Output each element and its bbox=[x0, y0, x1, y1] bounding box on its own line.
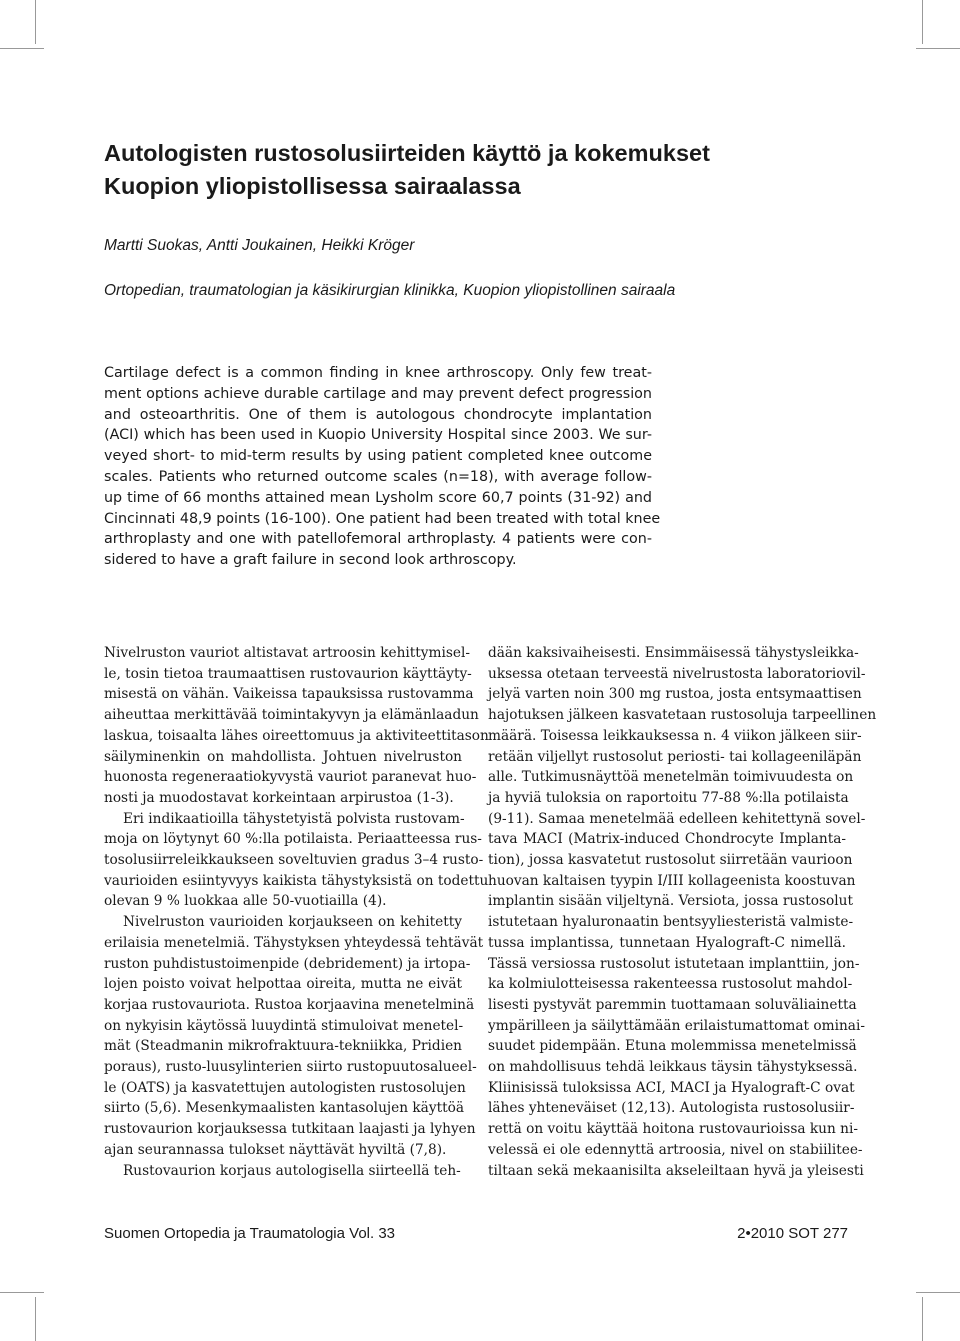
text-line: ruston puhdistustoimenpide (debridement) ja irtopa- bbox=[104, 955, 471, 972]
text-line: olevan 9 % luokkaa alle 50-vuotiailla (4). bbox=[104, 893, 387, 910]
text-line: dään kaksivaiheisesti. Ensimmäisessä tähystysleikka- bbox=[488, 645, 859, 661]
crop-mark bbox=[916, 48, 960, 49]
text-line: rustovaurion korjauksessa tutkitaan laajasti ja lyhyen bbox=[104, 1121, 476, 1138]
title-line: Autologisten rustosolusiirteiden käyttö ja kokemukset bbox=[104, 140, 710, 166]
text-line: misestä on vähän. Vaikeissa tapauksissa rustovamma bbox=[104, 686, 474, 703]
text-line: on nykyisin käytössä luuydintä stimuloivat menetel- bbox=[104, 1017, 464, 1034]
crop-mark bbox=[922, 1297, 923, 1341]
text-line: up time of 66 months attained mean Lysholm score 60,7 points (31-92) and bbox=[104, 489, 652, 506]
body-column-left bbox=[104, 643, 489, 1181]
text-line: arthroplasty and one with patellofemoral arthroplasty. 4 patients were con- bbox=[104, 531, 652, 548]
text-line: ja hyviä tuloksia on raportoitu 77-88 %:lla potilaista bbox=[488, 789, 849, 806]
text-line: scales. Patients who returned outcome scales (n=18), with average follow- bbox=[104, 468, 652, 485]
text-line: määrä. Toisessa leikkauksessa n. 4 viikon jälkeen siir- bbox=[488, 727, 862, 744]
text-line: tiltaan sekä mekaanisilta akseleiltaan hyvä ja yleisesti bbox=[488, 1162, 864, 1179]
text-line: poraus), rusto-luusylinterien siirto rustopuutosalueel- bbox=[104, 1059, 477, 1076]
text-line: sidered to have a graft failure in second look arthroscopy. bbox=[104, 552, 517, 569]
text-line: veyed short- to mid-term results by using patient completed knee outcome bbox=[104, 448, 652, 465]
text-line: Nivelruston vaurioiden korjaukseen on kehitetty bbox=[123, 914, 462, 931]
text-line: suudet pidempään. Etuna molemmissa menetelmissä bbox=[488, 1038, 857, 1055]
text-line: ympärilleen ja säilyttämään erilaistumattomat ominai- bbox=[488, 1017, 865, 1034]
text-line: jelyä varten noin 300 mg rustoa, josta entsymaattisen bbox=[488, 686, 862, 703]
footer-page-info: 2•2010 SOT 277 bbox=[737, 1225, 848, 1242]
text-line: lisesti pystyvät paremmin tuottamaan soluväliainetta bbox=[488, 996, 857, 1013]
text-line: lähes yhteneväiset (12,13). Autologista rustosolusiir- bbox=[488, 1100, 855, 1117]
text-line: tussa implantissa, tunnetaan Hyalograft-C nimellä. bbox=[488, 934, 846, 951]
crop-mark bbox=[916, 1292, 960, 1293]
text-line: Tässä versiossa rustosolut istutetaan implanttiin, jon- bbox=[488, 955, 860, 972]
text-line: uksessa otetaan terveestä nivelrustosta laboratoriovil- bbox=[488, 665, 866, 682]
crop-mark bbox=[35, 0, 36, 44]
text-line: on mahdollisuus tehdä leikkaus täysin tähystyksessä. bbox=[488, 1059, 858, 1076]
text-line: ment options achieve durable cartilage and may prevent defect progression bbox=[104, 385, 652, 402]
text-line: tosolusiirreleikkaukseen soveltuvien gradus 3–4 rusto- bbox=[104, 852, 484, 869]
text-line: lojen poisto voivat helpottaa oireita, mutta ne eivät bbox=[104, 976, 462, 993]
text-line: retään viljellyt rustosolut periosti- tai kollageeniläpän bbox=[488, 748, 862, 765]
text-line: velessä ei ole edennyttä artroosia, nivel on stabiilitee- bbox=[488, 1141, 863, 1158]
affiliation: Ortopedian, traumatologian ja käsikirurgian klinikka, Kuopion yliopistollinen sairaala bbox=[104, 282, 676, 299]
text-line: (9-11). Samaa menetelmää edelleen kehitettynä sovel- bbox=[488, 810, 866, 827]
text-line: Cartilage defect is a common finding in knee arthroscopy. Only few treat- bbox=[104, 365, 652, 381]
text-line: istutetaan hyaluronaatin bentsyyliesteristä valmiste- bbox=[488, 914, 854, 931]
text-line: huonosta regeneraatiokyvystä vauriot paranevat huo- bbox=[104, 769, 477, 786]
text-line: aiheuttaa merkittävää toimintakyvyn ja elämänlaadun bbox=[104, 707, 479, 724]
text-line: säilyminenkin on mahdollista. Johtuen nivelruston bbox=[104, 748, 462, 765]
text-line: laskua, toisaalta lähes oireettomuus ja aktiviteettitason bbox=[104, 727, 489, 744]
crop-mark bbox=[35, 1297, 36, 1341]
text-line: tava MACI (Matrix-induced Chondrocyte Implanta- bbox=[488, 831, 846, 848]
text-line: rettä on voitu käyttää hoitona rustovaurioissa kun ni- bbox=[488, 1121, 858, 1138]
text-line: erilaisia menetelmiä. Tähystyksen yhteydessä tehtävät bbox=[104, 934, 484, 951]
abstract bbox=[104, 363, 661, 571]
text-line: Kliinisissä tuloksissa ACI, MACI ja Hyalograft-C ovat bbox=[488, 1079, 855, 1096]
article-title bbox=[104, 137, 904, 203]
text-line: and osteoarthritis. One of them is autologous chondrocyte implantation bbox=[104, 406, 652, 423]
text-line: Nivelruston vauriot altistavat artroosin kehittymisel- bbox=[104, 645, 471, 661]
text-line: Rustovaurion korjaus autologisella siirteellä teh- bbox=[123, 1162, 461, 1179]
footer-journal: Suomen Ortopedia ja Traumatologia Vol. 33 bbox=[104, 1225, 396, 1242]
text-line: vaurioiden esiintyvyys kaikista tähystyksistä on todettu bbox=[104, 872, 489, 889]
text-line: implantin sisään viljeltynä. Versiota, jossa rustosolut bbox=[488, 893, 853, 910]
text-line: ka kolmiulotteisessa rakenteessa rustosolut mahdol- bbox=[488, 976, 853, 993]
body-column-right bbox=[488, 643, 877, 1181]
text-line: nosti ja muodostavat korkeintaan arpirustoa (1-3). bbox=[104, 789, 454, 806]
text-line: korjaa rustovauriota. Rustoa korjaavina menetelminä bbox=[104, 996, 475, 1013]
text-line: le (OATS) ja kasvatettujen autologisten rustosolujen bbox=[104, 1079, 466, 1096]
text-line: hajotuksen jälkeen kasvatetaan rustosoluja tarpeellinen bbox=[488, 707, 877, 724]
text-line: huovan kaltaisen tyypin I/III kollageenista koostuvan bbox=[488, 872, 856, 889]
text-line: (ACI) which has been used in Kuopio University Hospital since 2003. We sur- bbox=[104, 427, 652, 444]
text-line: Eri indikaatioilla tähystetyistä polvista rustovam- bbox=[123, 810, 465, 827]
title-line: Kuopion yliopistollisessa sairaalassa bbox=[104, 173, 521, 199]
text-line: le, tosin tietoa traumaattisen rustovaurion käyttäyty- bbox=[104, 665, 472, 682]
author-list: Martti Suokas, Antti Joukainen, Heikki Kröger bbox=[104, 237, 415, 254]
text-line: alle. Tutkimusnäyttöä menetelmän toimivuudesta on bbox=[488, 769, 854, 786]
text-line: siirto (5,6). Mesenkymaalisten kantasolujen käyttöä bbox=[104, 1100, 464, 1117]
text-line: Cincinnati 48,9 points (16-100). One patient had been treated with total knee bbox=[104, 510, 661, 527]
crop-mark bbox=[0, 48, 44, 49]
text-line: tion), jossa kasvatetut rustosolut siirretään vaurioon bbox=[488, 852, 853, 869]
crop-mark bbox=[0, 1292, 44, 1293]
text-line: moja on löytynyt 60 %:lla potilaista. Periaatteessa rus- bbox=[104, 831, 482, 848]
text-line: mät (Steadmanin mikrofraktuura-tekniikka, Pridien bbox=[104, 1038, 462, 1055]
text-line: ajan seurannassa tulokset näyttävät hyviltä (7,8). bbox=[104, 1141, 447, 1158]
crop-mark bbox=[922, 0, 923, 44]
